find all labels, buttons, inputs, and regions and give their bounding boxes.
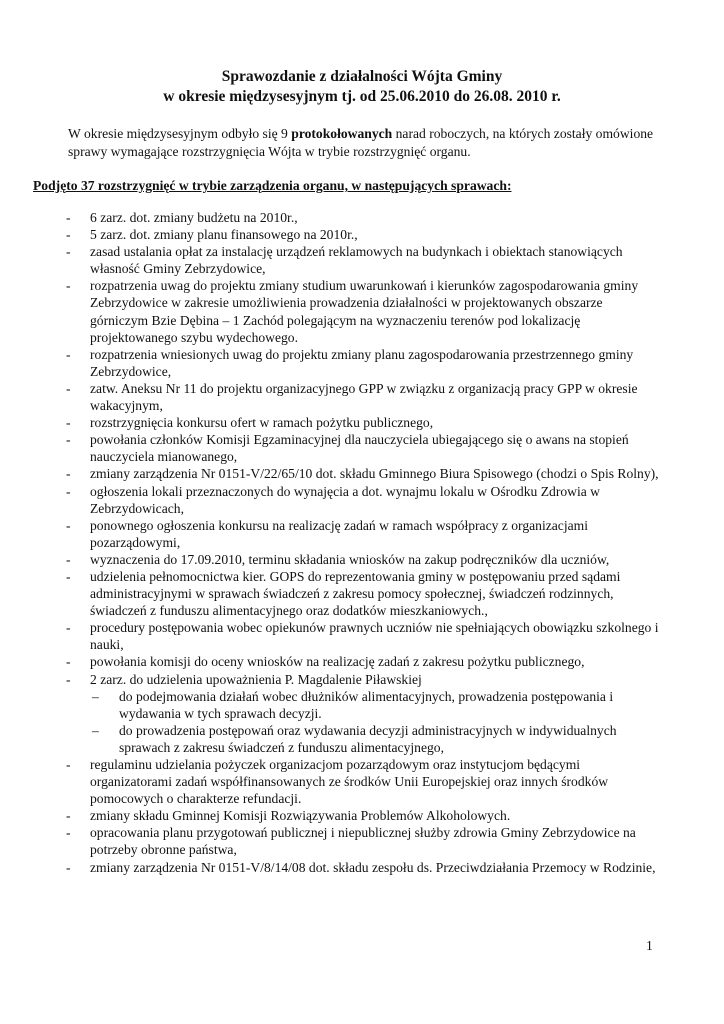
bullet-dash: - [66,757,71,772]
list-item-text: zasad ustalania opłat za instalację urządzeń reklamowych na budynkach i obiektach stanowiących własność Gminy Zebrzydowice, [90,244,623,277]
list-item [62,619,662,653]
list-item [62,756,662,807]
list-item [62,517,662,551]
list-item-text: zmiany składu Gminnej Komisji Rozwiązywania Problemów Alkoholowych. [90,808,511,824]
list-item-text: powołania członków Komisji Egzaminacyjnej dla nauczyciela ubiegającego się o awans na stopień nauczyciela mianowanego, [90,432,629,465]
sub-list-item [90,688,662,722]
bullet-dash: - [66,346,71,362]
section-heading: Podjęto 37 rozstrzygnięć w trybie zarządzenia organu, w następujących sprawach: [33,178,512,193]
list-item-text: procedury postępowania wobec opiekunów prawnych uczniów nie spełniających obowiązku szkolnego i nauki, [90,620,659,653]
document-title [0,67,724,107]
decisions-list [62,209,662,876]
bullet-dash: - [66,432,71,448]
list-item [62,653,662,670]
list-item-text: zmiany zarządzenia Nr 0151-V/22/65/10 dot. składu Gminnego Biura Spisowego (chodzi o Spis Rolny), [90,466,659,482]
list-item [62,807,662,824]
sub-list-item [90,722,662,756]
list-item-text: rozpatrzenia wniesionych uwag do projektu zmiany planu zagospodarowania przestrzennego gminy Zebrzydowice, [90,346,634,379]
sub-bullet-dash: – [92,688,99,704]
list-item [62,431,662,465]
list-item-text: zatw. Aneksu Nr 11 do projektu organizacyjnego GPP w związku z organizacją pracy GPP w okresie wakacyjnym, [90,380,638,414]
bullet-dash: - [66,551,71,567]
list-item-text: regulaminu udzielania pożyczek organizacjom pozarządowym oraz instytucjom będącymi organizatorami zadań współfinansowanych ze środków Unii Europejskiej oraz innych środków pomocowych o charakterze refundacji. [90,757,609,807]
list-item [62,346,662,380]
intro-paragraph [68,125,668,161]
intro-text-after: narad roboczych, na których zostały omówione sprawy wymagające rozstrzygnięcia Wójta w trybie rozstrzygnięć organu. [68,126,654,159]
bullet-dash: - [66,654,71,670]
list-item [62,209,662,226]
sub-list-item-text: do podejmowania działań wobec dłużników alimentacyjnych, prowadzenia postępowania i wydawania w tych sprawach decyzji. [119,688,614,721]
list-item [62,568,662,619]
list-item [62,465,662,482]
list-item-text: ponownego ogłoszenia konkursu na realizację zadań w ramach współpracy z organizacjami pozarządowymi, [90,517,588,550]
list-item [62,824,662,858]
bullet-dash: - [66,466,71,482]
bullet-dash: - [66,671,71,687]
intro-bold-word: protokołowanych [291,126,393,141]
title-line-1: Sprawozdanie z działalności Wójta Gminy [221,68,503,85]
bullet-dash: - [66,415,71,431]
list-item [62,859,662,876]
list-item-text: wyznaczenia do 17.09.2010, terminu składania wniosków na zakup podręczników dla uczniów, [90,551,610,567]
bullet-dash: - [66,227,71,243]
bullet-dash: - [66,483,71,499]
list-item [62,483,662,517]
list-item-text: udzielenia pełnomocnictwa kier. GOPS do reprezentowania gminy w postępowaniu przed sądami administracyjnymi w sprawach świadczeń z zakresu pomocy społecznej, świadczeń rodzinnych, świadczeń z funduszu alimentacyjnego oraz dodatków mieszkaniowych., [90,568,621,619]
list-item-text: rozstrzygnięcia konkursu ofert w ramach pożytku publicznego, [90,415,434,431]
intro-text-before: W okresie międzysesyjnym odbyło się 9 [68,126,292,141]
bullet-dash: - [66,620,71,636]
list-item [62,226,662,243]
sub-bullet-dash: – [92,722,99,738]
bullet-dash: - [66,210,71,225]
bullet-dash: - [66,568,71,584]
list-item-text: ogłoszenia lokali przeznaczonych do wynajęcia a dot. wynajmu lokalu w Ośrodku Zdrowia w Zebrzydowicach, [90,483,600,516]
list-item [62,277,662,345]
list-item [62,380,662,414]
bullet-dash: - [66,859,71,875]
sub-list [90,688,662,756]
list-item-text: powołania komisji do oceny wniosków na realizację zadań z zakresu pożytku publicznego, [90,654,585,670]
list-item-text: 2 zarz. do udzielenia upoważnienia P. Magdalenie Piławskiej [90,671,422,687]
list-item [62,243,662,277]
title-line-2: w okresie międzysesyjnym tj. od 25.06.2010 do 26.08. 2010 r. [163,88,561,105]
list-item [62,414,662,431]
list-item-text: zmiany zarządzenia Nr 0151-V/8/14/08 dot. składu zespołu ds. Przeciwdziałania Przemocy w Rodzinie, [90,859,656,875]
list-item-text: 5 zarz. dot. zmiany planu finansowego na 2010r., [90,227,358,243]
sub-list-item-text: do prowadzenia postępowań oraz wydawania decyzji administracyjnych w indywidualnych sprawach z zakresu świadczeń z funduszu alimentacyjnego, [119,722,617,755]
bullet-dash: - [66,808,71,824]
page-number: 1 [646,938,653,953]
bullet-dash: - [66,380,71,396]
list-item [62,551,662,568]
bullet-dash: - [66,278,71,294]
list-item-text: rozpatrzenia uwag do projektu zmiany studium uwarunkowań i kierunków zagospodarowania gminy Zebrzydowice w zakresie umożliwienia prowadzenia działalności w projektowanych obszarze górniczym Bzie Dębina – 1 Zachód polegającym na wyznaczeniu terenów pod lokalizację projektowanego szybu wydechowego. [90,278,639,345]
list-item [62,671,662,756]
bullet-dash: - [66,517,71,533]
bullet-dash: - [66,825,71,841]
list-item-text: opracowania planu przygotowań publicznej i niepublicznej służby zdrowia Gminy Zebrzydowice na potrzeby obronne państwa, [90,825,636,858]
bullet-dash: - [66,244,71,260]
list-item-text: 6 zarz. dot. zmiany budżetu na 2010r., [90,210,298,225]
